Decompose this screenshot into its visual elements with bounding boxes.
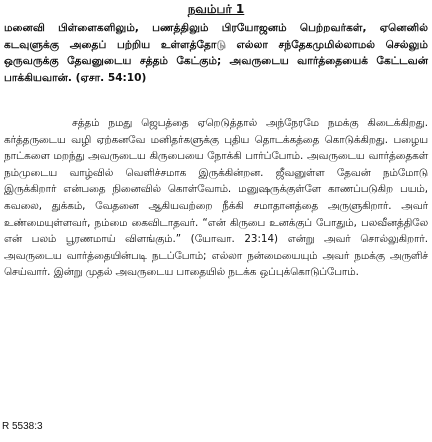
date-heading: நவம்பர் 1 (187, 2, 245, 16)
verse-paragraph: மனைவி பிள்ளைகளிலும், பணத்திலும் பிரயோஜனம் பெற்றவர்கள், ஏனெனில் கடவுளுக்கு அதைப் பற்றிய உள்ளத்தோடு எல்லா சந்தேகமுமில்லாமல் செல்லும் ஒருவருக்கு தேவனுடைய சத்தம் கேட்கும்; அவருடைய வார்த்தையைக் கேட்டவன் பாக்கியவான். (ஏசா. 54:10) (4, 22, 428, 84)
body-paragraph: சத்தம் நமது ஜெபத்தை ஏறெடுத்தால் அந்நேரமே நமக்கு கிடைக்கிறது. கர்த்தருடைய வழி ஏற்கனவே மனிதர்களுக்கு புதிய தொடக்கத்தை கொடுக்கிறது. பழைய நாட்களை மறந்து அவருடைய கிருபையை நோக்கி பார்ப்போம். அவருடைய வார்த்தைகள் நம்முடைய வாழ்வில் வெளிச்சமாக இருக்கின்றன. ஜீவனுள்ள தேவன் நம்மோடு இருக்கிறார் என்பதை நினைவில் கொள்வோம். மனுஷருக்குள்ளே காணப்படுகிற பயம், கவலை, துக்கம், வேதனை ஆகியவற்றை நீக்கி சமாதானத்தை அருளுகிறார். அவர் உண்மையுள்ளவர், நம்மை கைவிடாதவர். “என் கிருபை உனக்குப் போதும், பலவீனத்திலே என் பலம் பூரணமாய் விளங்கும்.” (யோவா. 23:14) என்று அவர் சொல்லுகிறார். அவருடைய வார்த்தையின்படி நடப்போம்; எல்லா நன்மையையும் அவர் நமக்கு அருளிச் செய்வார். இன்று முதல் அவருடைய பாதையில் நடக்க ஒப்புக்கொடுப்போம். (4, 117, 428, 279)
page-reference-code: R 5538:3 (2, 421, 43, 432)
